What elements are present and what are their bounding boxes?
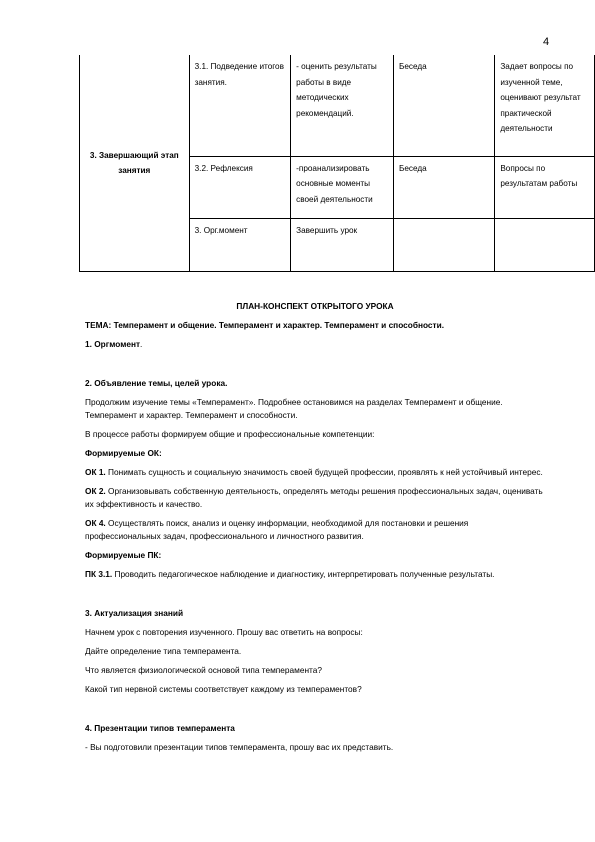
ok-text: Осуществлять поиск, анализ и оценку информации, необходимой для постановки и решения профессиональных задач, профессионального и личностного развития. [85, 518, 469, 541]
section-3-heading: 3. Актуализация знаний [85, 608, 184, 618]
stage-label: 3. Завершающий этап занятия [89, 151, 179, 176]
section-4-line: - Вы подготовили презентации типов темперамента, прошу вас их представить. [85, 742, 394, 752]
step-cell: 3.2. Рефлексия [189, 156, 291, 218]
section-1-heading: 1. Оргмомент [85, 339, 141, 349]
method-cell: Беседа [393, 55, 494, 156]
table-row [80, 55, 595, 156]
section-2-paragraph: Продолжим изучение темы «Темперамент». Подробнее остановимся на разделах Темперамент и общение. Темперамент и характер. Темперамент и способности. [85, 397, 503, 420]
ok-text: Организовывать собственную деятельность, определять методы решения профессиональных задач, оценивать их эффективность и качество. [85, 486, 543, 509]
section-3-line: Начнем урок с повторения изученного. Прошу вас ответить на вопросы: [85, 627, 363, 637]
ok-item [85, 466, 545, 479]
section-3-line: Дайте определение типа темперамента. [85, 646, 242, 656]
pk-item [85, 568, 545, 581]
ok-code: ОК 4. [85, 518, 106, 528]
section-3-line: Какой тип нервной системы соответствует каждому из темпераментов? [85, 684, 362, 694]
stage-cell [80, 55, 190, 271]
ok-item [85, 517, 545, 543]
ok-code: ОК 2. [85, 486, 106, 496]
pk-code: ПК 3.1. [85, 569, 113, 579]
topic-line: ТЕМА: Темперамент и общение. Темперамент и характер. Темперамент и способности. [85, 320, 445, 330]
section-1-dot: . [140, 339, 143, 349]
teacher-activity-cell: Завершить урок [291, 218, 394, 271]
method-cell [393, 218, 494, 271]
teacher-activity-cell: -проанализировать основные моменты своей деятельности [291, 156, 394, 218]
ok-heading: Формируемые ОК: [85, 448, 162, 458]
teacher-activity-cell: - оценить результаты работы в виде методических рекомендаций. [291, 55, 394, 156]
page-number: 4 [543, 36, 550, 48]
lesson-plan-body [85, 300, 545, 754]
student-activity-cell [495, 218, 595, 271]
section-2-heading: 2. Объявление темы, целей урока. [85, 378, 228, 388]
section-1 [85, 338, 545, 351]
section-2-competencies-intro: В процессе работы формируем общие и профессиональные компетенции: [85, 429, 375, 439]
method-cell: Беседа [393, 156, 494, 218]
ok-item [85, 485, 545, 511]
ok-text: Понимать сущность и социальную значимость своей будущей профессии, проявлять к ней устойчивый интерес. [105, 467, 543, 477]
doc-title: ПЛАН-КОНСПЕКТ ОТКРЫТОГО УРОКА [236, 301, 394, 311]
section-3-line: Что является физиологической основой типа темперамента? [85, 665, 322, 675]
step-cell: 3.1. Подведение итогов занятия. [189, 55, 291, 156]
student-activity-cell: Вопросы по результатам работы [495, 156, 595, 218]
ok-code: ОК 1. [85, 467, 106, 477]
section-4-heading: 4. Презентации типов темперамента [85, 723, 235, 733]
lesson-stage-table [79, 55, 595, 272]
student-activity-cell: Задает вопросы по изученной теме, оценивают результат практической деятельности [495, 55, 595, 156]
pk-heading: Формируемые ПК: [85, 550, 162, 560]
step-cell: 3. Орг.момент [189, 218, 291, 271]
pk-text: Проводить педагогическое наблюдение и диагностику, интерпретировать полученные результаты. [112, 569, 495, 579]
